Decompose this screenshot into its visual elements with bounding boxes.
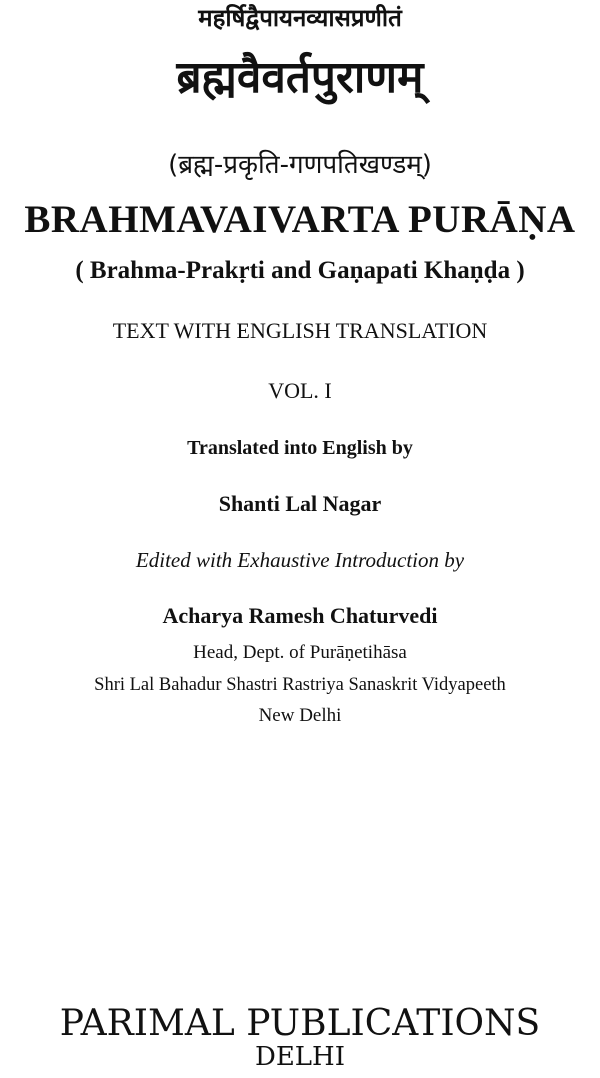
publisher-city: DELHI	[254, 1042, 346, 1072]
editor-institution: Shri Lal Bahadur Shastri Rastriya Sanaskrit Vidyapeeth	[94, 675, 506, 695]
translated-by-label: Translated into English by	[187, 437, 413, 459]
editor-city: New Delhi	[258, 705, 342, 726]
sanskrit-title: ब्रह्मवैवर्तपुराणम्	[176, 52, 424, 103]
sanskrit-subtitle: (ब्रह्म-प्रकृति-गणपतिखण्डम्)	[168, 150, 432, 180]
sanskrit-attribution: महर्षिद्वैपायनव्यासप्रणीतं	[198, 4, 402, 32]
volume-label: VOL. I	[268, 378, 332, 403]
book-title: BRAHMAVAIVARTA PURĀṆA	[24, 198, 576, 241]
editor-position: Head, Dept. of Purāṇetihāsa	[193, 642, 407, 663]
publisher-name: PARIMAL PUBLICATIONS	[59, 1003, 541, 1044]
edited-by-label: Edited with Exhaustive Introduction by	[135, 548, 465, 572]
editor-name: Acharya Ramesh Chaturvedi	[162, 603, 438, 628]
translator-name: Shanti Lal Nagar	[218, 491, 382, 516]
book-subtitle: ( Brahma-Prakṛti and Gaṇapati Khaṇḍa )	[75, 257, 525, 284]
edition-note: TEXT WITH ENGLISH TRANSLATION	[112, 318, 488, 343]
